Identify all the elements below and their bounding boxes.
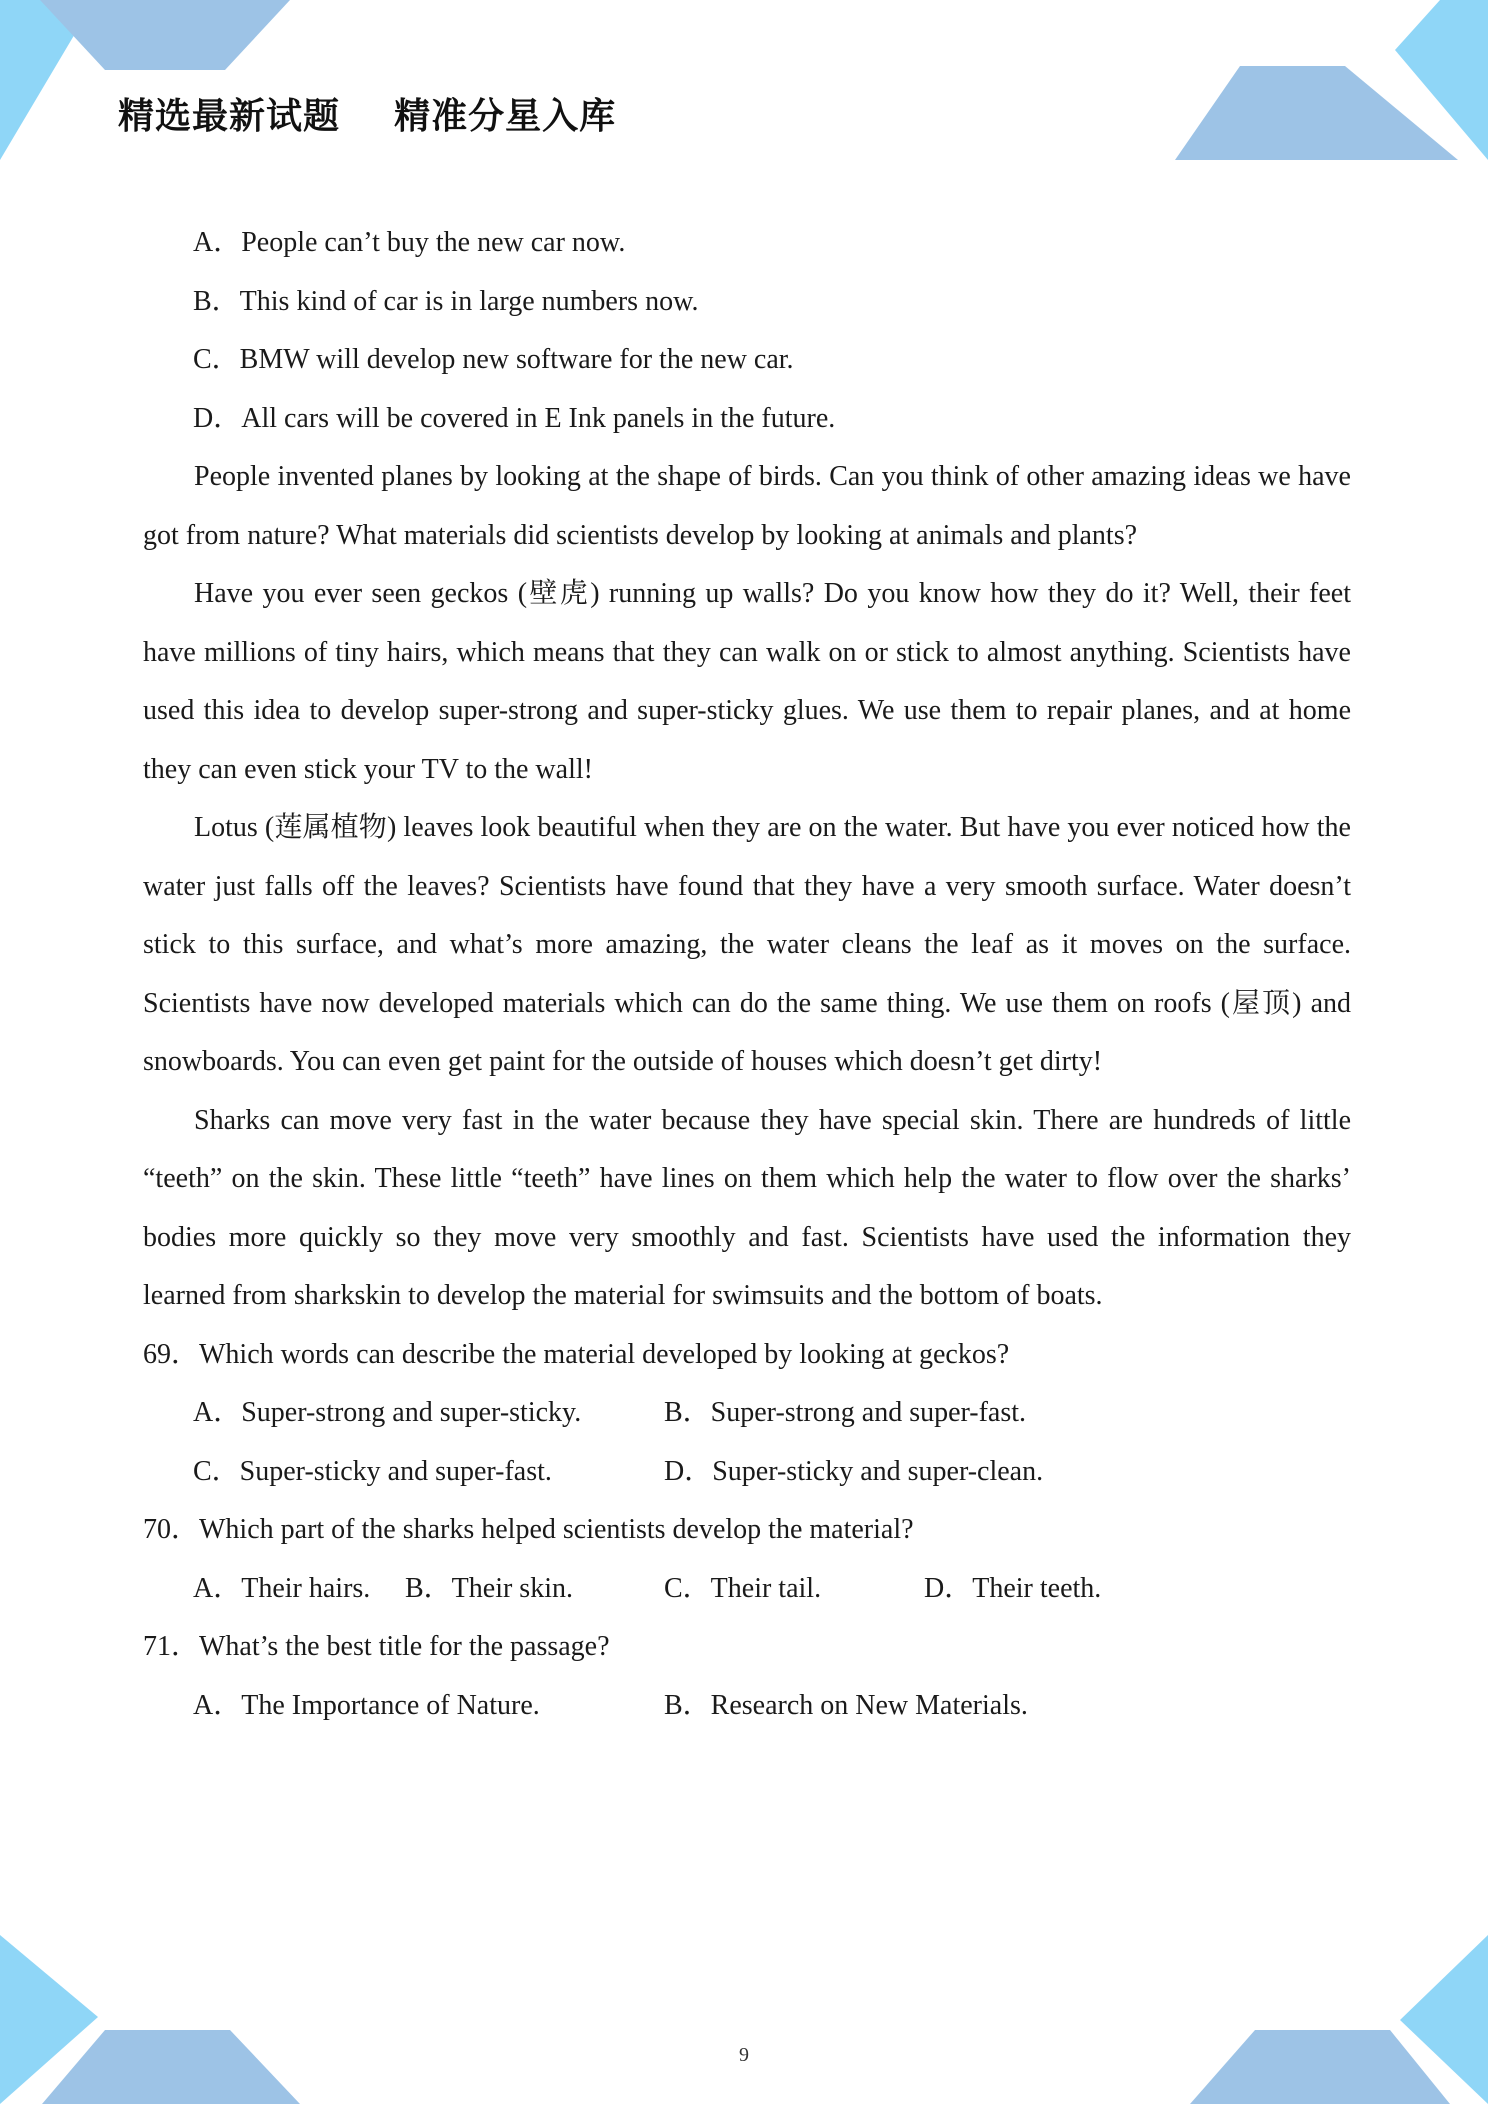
question-71-option-b: B．Research on New Materials. <box>664 1689 1028 1721</box>
question-69-stem: 69．Which words can describe the material developed by looking at geckos? <box>143 1338 1010 1370</box>
question-70-options-row <box>143 1560 1351 1619</box>
question-69-option-d: D．Super-sticky and super-clean. <box>664 1455 1044 1487</box>
prev-option-d: D．All cars will be covered in E Ink panels in the future. <box>193 402 836 434</box>
question-70-option-c: C．Their tail. <box>664 1572 822 1604</box>
prev-option-a: A．People can’t buy the new car now. <box>193 227 626 258</box>
bottom-left-decoration <box>0 1935 300 2104</box>
passage-paragraph-3: Lotus (莲属植物) leaves look beautiful when they are on the water. But have you ever noticed how the water just falls off the leaves? Scientists have found that they have a very smooth surface. Water doesn’t stick to this surface, and what’s more amazing, the water cleans the leaf as it moves on the surface. Scientists have now developed materials which can do the same thing. We use them on roofs (屋顶) and snowboards. You can even get paint for the outside of houses which doesn’t get dirty! <box>143 812 1351 1077</box>
question-69-option-c: C．Super-sticky and super-fast. <box>193 1455 552 1487</box>
bottom-left-blue-trapezoid <box>42 2030 300 2104</box>
page-number: 9 <box>739 2044 749 2066</box>
question-69-options-row-1 <box>143 1384 1351 1443</box>
prev-option-c: C．BMW will develop new software for the new car. <box>193 344 794 375</box>
passage-paragraph-2: Have you ever seen geckos (壁虎) running up walls? Do you know how they do it? Well, their feet have millions of tiny hairs, which means that they can walk on or stick to almost anything. Scientists have used this idea to develop super-strong and super-sticky glues. We use them to repair planes, and at home they can even stick your TV to the wall! <box>143 578 1351 785</box>
top-right-blue-trapezoid <box>1175 66 1458 160</box>
question-70-stem: 70．Which part of the sharks helped scientists develop the material? <box>143 1514 914 1545</box>
passage-paragraph-4: Sharks can move very fast in the water because they have special skin. There are hundreds of little “teeth” on the skin. These little “teeth” have lines on them which help the water to flow over the sharks’ bodies more quickly so they move very smoothly and fast. Scientists have used the information they learned from sharkskin to develop the material for swimsuits and the bottom of boats. <box>143 1104 1351 1311</box>
bottom-right-decoration <box>1190 1935 1488 2104</box>
question-70-option-b: B．Their skin. <box>405 1572 573 1604</box>
question-69-options-row-2 <box>143 1443 1351 1502</box>
top-right-decoration <box>1175 0 1488 160</box>
question-70-option-a: A．Their hairs. <box>193 1572 371 1604</box>
page-content <box>143 214 1351 1735</box>
prev-option-b: B．This kind of car is in large numbers now. <box>193 285 699 317</box>
question-69-option-a: A．Super-strong and super-sticky. <box>193 1397 582 1428</box>
question-71-stem: 71．What’s the best title for the passage? <box>143 1631 610 1662</box>
top-left-blue-trapezoid <box>40 0 290 70</box>
question-70-option-d: D．Their teeth. <box>924 1572 1102 1604</box>
passage-paragraph-1: People invented planes by looking at the shape of birds. Can you think of other amazing ideas we have got from nature? What materials did scientists develop by looking at animals and plants? <box>143 461 1351 551</box>
header-title: 精选最新试题 精准分星入库 <box>118 96 617 137</box>
question-71-option-a: A．The Importance of Nature. <box>193 1689 540 1721</box>
bottom-right-blue-trapezoid <box>1190 2030 1450 2104</box>
question-69-option-b: B．Super-strong and super-fast. <box>664 1397 1027 1428</box>
question-71-options-row <box>143 1677 1351 1736</box>
